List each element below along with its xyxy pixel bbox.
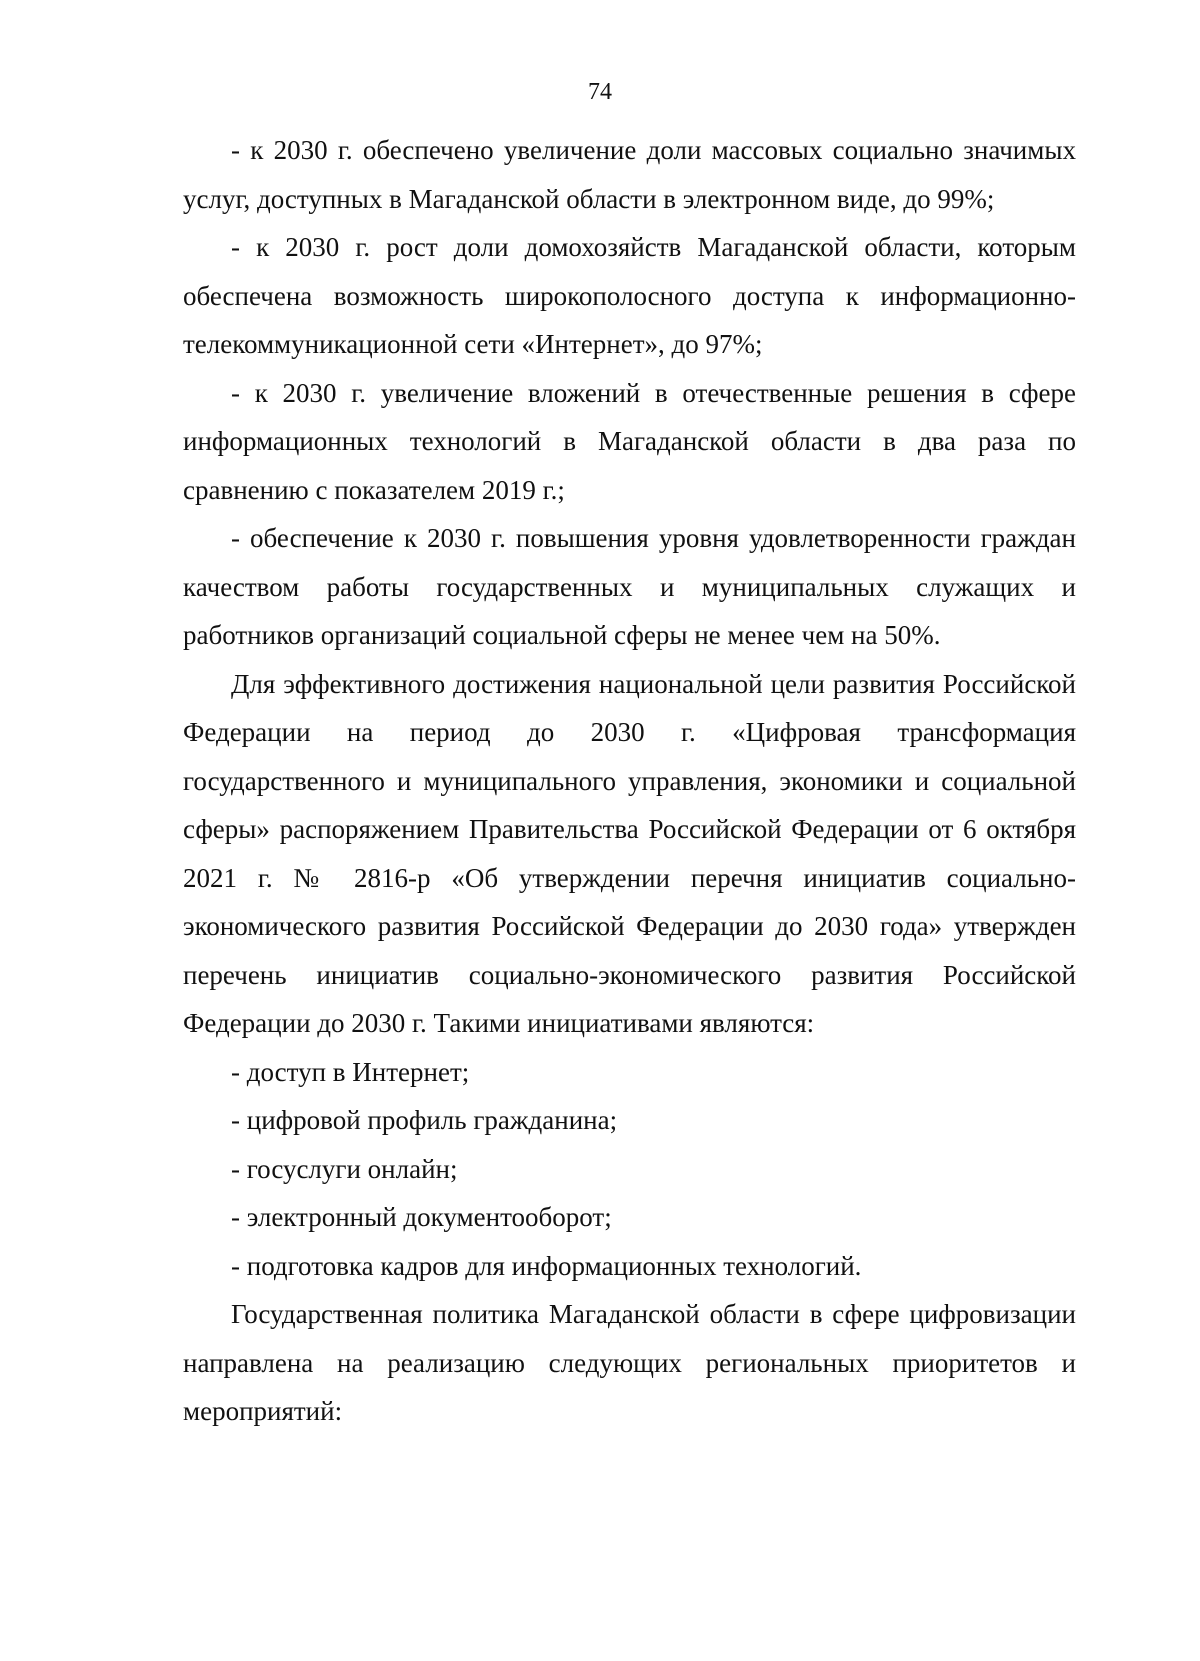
paragraph-national-goal: Для эффективного достижения национальной цели развития Российской Федерации на период до 2030 г. «Цифровая трансформация государственного и муниципального управления, экономики и социальной сферы» распоряжением Правительства Российской Федерации от 6 октября 2021 г. № 2816-р «Об утверждении перечня инициатив социально-экономического развития Российской Федерации до 2030 года» утвержден перечень инициатив социально-экономического развития Российской Федерации до 2030 г. Такими инициативами являются:: [183, 668, 1076, 1038]
paragraph-target-broadband: - к 2030 г. рост доли домохозяйств Магаданской области, которым обеспечена возможность широкополосного доступа к информационно-телекоммуникационной сети «Интернет», до 97%;: [183, 232, 1076, 359]
paragraph-state-policy: Государственная политика Магаданской области в сфере цифровизации направлена на реализацию следующих региональных приоритетов и мероприятий:: [183, 1299, 1076, 1426]
list-item-internet-access: - доступ в Интернет;: [231, 1056, 470, 1087]
paragraph-target-it-investment: - к 2030 г. увеличение вложений в отечественные решения в сфере информационных технологий в Магаданской области в два раза по сравнению с показателем 2019 г.;: [183, 377, 1076, 505]
list-item-e-document-flow: - электронный документооборот;: [231, 1202, 612, 1232]
page-number: 74: [588, 79, 612, 105]
paragraph-target-satisfaction: - обеспечение к 2030 г. повышения уровня удовлетворенности граждан качеством работы государственных и муниципальных служащих и работников организаций социальной сферы не менее чем на 50%.: [183, 523, 1076, 650]
list-item-online-services: - госуслуги онлайн;: [231, 1153, 458, 1184]
list-item-digital-profile: - цифровой профиль гражданина;: [231, 1105, 618, 1135]
document-body: [183, 126, 1076, 1436]
paragraph-target-services: - к 2030 г. обеспечено увеличение доли массовых социально значимых услуг, доступных в Магаданской области в электронном виде, до 99%;: [183, 135, 1076, 214]
list-item-it-personnel: - подготовка кадров для информационных технологий.: [231, 1250, 862, 1281]
